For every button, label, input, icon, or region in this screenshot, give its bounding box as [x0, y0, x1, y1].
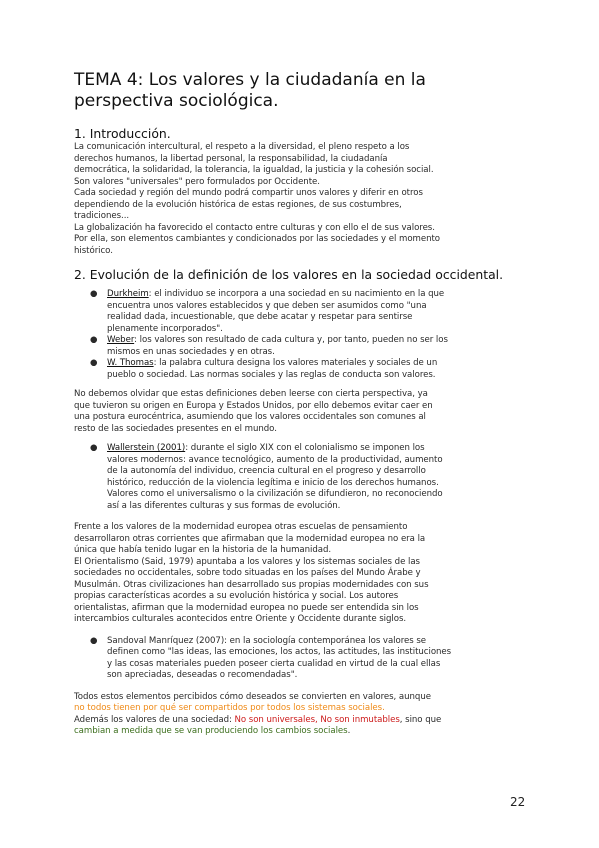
text-line: desarrollaron otras corrientes que afirmaban que la modernidad europea no era la [74, 533, 426, 544]
orientalism-paragraph [74, 522, 526, 626]
bullet-icon: ● [90, 358, 98, 368]
text-line: son apreciadas, deseadas o recomendadas". [107, 670, 298, 680]
text-line: democrática, la solidaridad, la tolerancia, la igualdad, la justicia y la cohesión social. [74, 165, 434, 175]
text-line: Además los valores de una sociedad: [74, 714, 235, 725]
text-line: derechos humanos, la libertad personal, la responsabilidad, la ciudadanía [74, 153, 388, 164]
text-line: orientalistas, afirman que la modernidad europea no puede ser entendida sin los [74, 602, 419, 613]
text-line: propias características acordes a su evolución histórica y social. Los autores [74, 591, 399, 601]
highlight-orange: no todos tienen por qué ser compartidos por todos los sistemas sociales. [74, 703, 385, 713]
text-line: La comunicación intercultural, el respeto a la diversidad, el pleno respeto a los [74, 142, 410, 152]
text-line: , sino que [399, 714, 442, 725]
text-line: Son valores "universales" pero formulados por Occidente. [74, 176, 320, 187]
highlight-green: cambian a medida que se van produciendo los cambios sociales [74, 726, 348, 736]
text-line: encuentra unos valores establecidos y que deben ser asumidos como "una [107, 300, 427, 311]
text-line: histórico. [74, 245, 113, 256]
section1-body [74, 142, 526, 257]
text-line: Por ella, son elementos cambiantes y condicionados por las sociedades y el momento [74, 234, 441, 244]
text-line: Valores como el universalismo o la civilización se difundieron, no reconociendo [107, 489, 443, 499]
text-line: tradiciones... [74, 211, 130, 221]
closing-paragraph [74, 692, 526, 738]
sandoval-list [74, 636, 526, 682]
text-line: : el individuo se incorpora a una sociedad en su nacimiento en la que [148, 289, 445, 299]
bullet-icon: ● [90, 635, 98, 646]
text-line: Musulmán. Otras civilizaciones han desarrollado sus propias modernidades con sus [74, 579, 429, 590]
text-line: Frente a los valores de la modernidad europea otras escuelas de pensamiento [74, 522, 408, 532]
text-line: plenamente incorporados". [107, 323, 223, 334]
text-line: dependiendo de la evolución histórica de estas regiones, de sus costumbres, [74, 199, 402, 210]
page-number: 22 [510, 795, 526, 809]
text-line: valores modernos: avance tecnológico, aumento de la productividad, aumento [107, 454, 443, 465]
text-line: Sandoval Manríquez (2007): en la sociología contemporánea los valores se [107, 635, 427, 646]
list-item-weber [90, 335, 526, 358]
text-line: así a las diferentes culturas y sus formas de evolución. [107, 500, 341, 511]
text-line: pueblo o sociedad. Las normas sociales y las reglas de conducta son valores. [107, 369, 436, 380]
bullet-icon: ● [90, 443, 98, 453]
text-line: : la palabra cultura designa los valores materiales y sociales de un [153, 358, 438, 368]
text-line: realidad dada, incuestionable, que debe acatar y respetar para sentirse [107, 312, 413, 322]
text-line: intercambios culturales acontecidos entre Oriente y Occidente durante siglos. [74, 614, 407, 624]
text-line: : los valores son resultado de cada cultura y, por tanto, pueden no ser los [134, 335, 448, 345]
text-line: La globalización ha favorecido el contacto entre culturas y con ello el de sus valores. [74, 222, 435, 233]
document-page [74, 70, 526, 738]
author-durkheim: Durkheim [107, 289, 149, 299]
highlight-red: No son universales, No son inmutables [234, 714, 400, 725]
wallerstein-list [74, 443, 526, 512]
text-line: No debemos olvidar que estas definiciones deben leerse con cierta perspectiva, ya [74, 389, 428, 399]
text-line: . [347, 726, 351, 736]
text-line: que tuvieron su origen en Europa y Estados Unidos, por ello debemos evitar caer en [74, 400, 433, 411]
definitions-list [74, 289, 526, 381]
text-line: única que había tenido lugar en la historia de la humanidad. [74, 545, 332, 555]
author-thomas: W. Thomas [107, 358, 154, 368]
text-line: y las cosas materiales pueden poseer cierta cualidad en virtud de la cual ellas [107, 658, 441, 669]
text-line: Todos estos elementos percibidos cómo deseados se convierten en valores, aunque [74, 691, 431, 702]
text-line: de la autonomía del individuo, creencia cultural en el progreso y desarrollo [107, 466, 426, 476]
text-line: sociedades no occidentales, sobre todo situadas en los países del Mundo Árabe y [74, 568, 421, 578]
list-item-wallerstein [90, 443, 526, 512]
section2-heading: 2. Evolución de la definición de los valores en la sociedad occidental. [74, 267, 504, 282]
author-weber: Weber [107, 335, 135, 345]
text-line: histórico, reducción de la violencia legítima e inicio de los derechos humanos. [107, 477, 439, 488]
bullet-icon: ● [90, 335, 98, 345]
list-item-sandoval [90, 636, 526, 682]
text-line: resto de las sociedades presentes en el mundo. [74, 423, 277, 434]
text-line: definen como "las ideas, las emociones, los actos, las actitudes, las instituciones [107, 647, 452, 657]
section1-heading: 1. Introducción. [74, 126, 171, 141]
text-line: mismos en unas sociedades y en otras. [107, 346, 275, 357]
list-item-durkheim [90, 289, 526, 335]
page-title: TEMA 4: Los valores y la ciudadanía en la perspectiva sociológica. [74, 70, 426, 111]
bullet-icon: ● [90, 289, 98, 299]
text-line: una postura eurocéntrica, asumiendo que los valores occidentales son comunes al [74, 412, 426, 422]
eurocentrism-paragraph [74, 389, 526, 435]
text-line: Cada sociedad y región del mundo podrá compartir unos valores y diferir en otros [74, 188, 423, 198]
author-wallerstein: Wallerstein (2001) [107, 443, 186, 453]
text-line: El Orientalismo (Said, 1979) apuntaba a los valores y los sistemas sociales de las [74, 556, 420, 567]
text-line: : durante el siglo XIX con el colonialismo se imponen los [185, 443, 425, 453]
list-item-thomas [90, 358, 526, 381]
